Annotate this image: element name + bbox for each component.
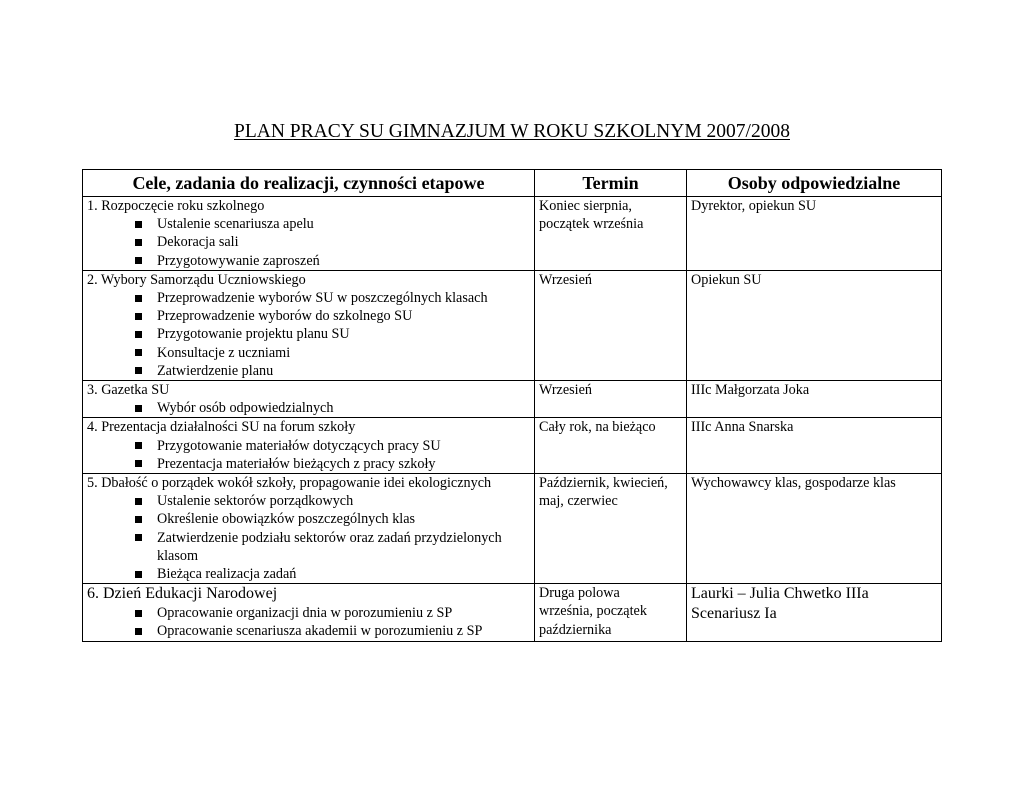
deadline-line: września, początek [539, 603, 647, 620]
table-row [83, 474, 942, 584]
step-item: Przeprowadzenie wyborów do szkolnego SU [135, 307, 530, 325]
task-cell [83, 381, 535, 418]
header-deadline: Termin [535, 170, 687, 197]
responsible-cell [687, 197, 942, 271]
step-item: Ustalenie scenariusza apelu [135, 215, 530, 233]
task-title: 4. Prezentacja działalności SU na forum szkoły [87, 419, 356, 436]
deadline-line: Cały rok, na bieżąco [539, 419, 656, 436]
step-item: Określenie obowiązków poszczególnych klas [135, 510, 530, 528]
responsible-cell [687, 474, 942, 584]
step-list [87, 492, 530, 583]
task-cell [83, 197, 535, 271]
task-cell [83, 418, 535, 474]
table-row [83, 584, 942, 641]
step-item: Ustalenie sektorów porządkowych [135, 492, 530, 510]
step-item: Przygotowanie projektu planu SU [135, 325, 530, 343]
step-item: Dekoracja sali [135, 233, 530, 251]
step-item: Przeprowadzenie wyborów SU w poszczególnych klasach [135, 289, 530, 307]
page-title: PLAN PRACY SU GIMNAZJUM W ROKU SZKOLNYM 2007/2008 [234, 121, 790, 142]
table-row [83, 270, 942, 380]
step-list [87, 437, 530, 473]
task-title: 6. Dzień Edukacji Narodowej [87, 585, 278, 603]
step-item: Bieżąca realizacja zadań [135, 565, 530, 583]
header-tasks: Cele, zadania do realizacji, czynności etapowe [83, 170, 535, 197]
deadline-line: Wrzesień [539, 271, 592, 288]
responsible-line: Opiekun SU [691, 271, 762, 288]
deadline-cell [535, 584, 687, 641]
responsible-cell [687, 584, 942, 641]
step-list [87, 399, 530, 417]
task-title: 3. Gazetka SU [87, 382, 170, 399]
responsible-line: IIIc Anna Snarska [691, 419, 794, 436]
step-item: Zatwierdzenie planu [135, 362, 530, 380]
deadline-line: maj, czerwiec [539, 493, 618, 510]
responsible-line: Laurki – Julia Chwetko IIIa [691, 585, 869, 603]
step-item: Konsultacje z uczniami [135, 344, 530, 362]
step-item: Prezentacja materiałów bieżących z pracy szkoły [135, 455, 530, 473]
step-item: Wybór osób odpowiedzialnych [135, 399, 530, 417]
responsible-cell [687, 270, 942, 380]
task-title: 2. Wybory Samorządu Uczniowskiego [87, 271, 306, 288]
deadline-line: Wrzesień [539, 382, 592, 399]
step-list [87, 215, 530, 270]
responsible-line: Scenariusz Ia [691, 605, 777, 623]
deadline-line: początek września [539, 216, 644, 233]
header-responsible: Osoby odpowiedzialne [687, 170, 942, 197]
deadline-cell [535, 474, 687, 584]
step-item: Przygotowanie materiałów dotyczących pracy SU [135, 437, 530, 455]
responsible-cell [687, 418, 942, 474]
deadline-line: Październik, kwiecień, [539, 475, 668, 492]
plan-table [82, 169, 942, 642]
step-list [87, 289, 530, 380]
table-header-row [83, 170, 942, 197]
deadline-cell [535, 197, 687, 271]
step-item: Opracowanie scenariusza akademii w porozumieniu z SP [135, 622, 530, 640]
task-cell [83, 270, 535, 380]
deadline-line: Koniec sierpnia, [539, 198, 632, 214]
responsible-cell [687, 381, 942, 418]
step-item: Przygotowywanie zaproszeń [135, 252, 530, 270]
responsible-line: Wychowawcy klas, gospodarze klas [691, 475, 896, 492]
task-cell [83, 584, 535, 641]
deadline-cell [535, 381, 687, 418]
step-list [87, 604, 530, 640]
responsible-line: Dyrektor, opiekun SU [691, 198, 817, 214]
task-title: 1. Rozpoczęcie roku szkolnego [87, 198, 265, 214]
deadline-line: października [539, 621, 612, 638]
deadline-cell [535, 270, 687, 380]
deadline-line: Druga polowa [539, 585, 620, 602]
responsible-line: IIIc Małgorzata Joka [691, 382, 810, 399]
step-item: Zatwierdzenie podziału sektorów oraz zadań przydzielonych klasom [135, 529, 530, 565]
table-row [83, 381, 942, 418]
step-item: Opracowanie organizacji dnia w porozumieniu z SP [135, 604, 530, 622]
task-title: 5. Dbałość o porządek wokół szkoły, propagowanie idei ekologicznych [87, 475, 492, 492]
deadline-cell [535, 418, 687, 474]
table-row [83, 197, 942, 271]
table-row [83, 418, 942, 474]
task-cell [83, 474, 535, 584]
